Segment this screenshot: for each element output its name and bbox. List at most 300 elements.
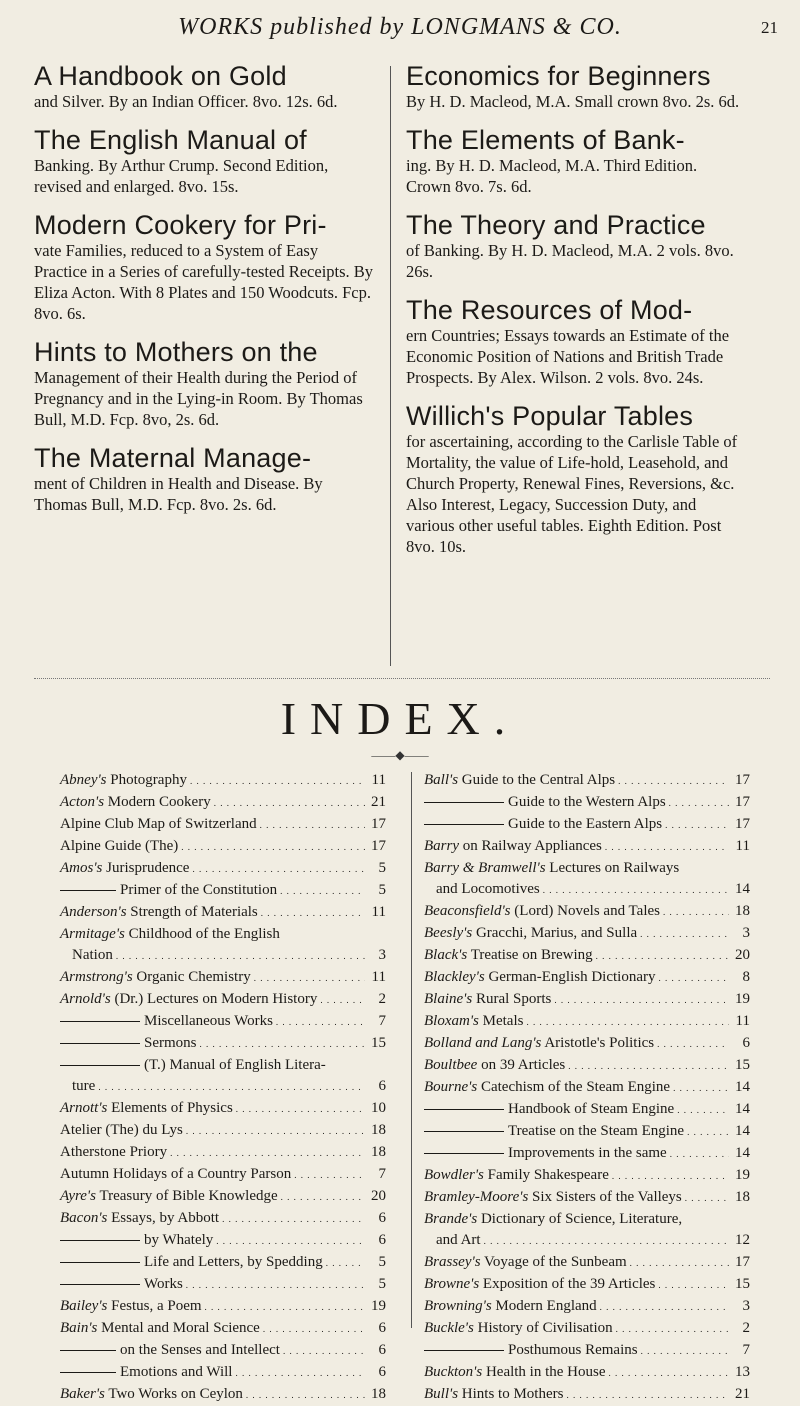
leader-dots bbox=[186, 1274, 365, 1296]
page-ref: 7 bbox=[378, 1166, 386, 1182]
index-entry-line bbox=[424, 1274, 750, 1296]
column-rule bbox=[411, 772, 412, 1328]
index-entry-continuation: and Locomotives bbox=[436, 881, 540, 897]
leader-dots bbox=[670, 1143, 729, 1165]
leader-dots bbox=[658, 967, 729, 989]
leader-dots bbox=[116, 945, 365, 967]
page-ref: 2 bbox=[378, 991, 386, 1007]
ditto-dash bbox=[60, 1240, 140, 1241]
index-entry bbox=[60, 1011, 386, 1033]
index-title-text: Posthumous Remains bbox=[508, 1342, 638, 1358]
page-ref: 6 bbox=[378, 1232, 386, 1248]
page-ref: 18 bbox=[371, 1122, 386, 1138]
leader-dots bbox=[543, 879, 729, 901]
index-entry bbox=[60, 814, 386, 836]
index-entry-line bbox=[60, 1055, 386, 1076]
page-ref: 18 bbox=[371, 1386, 386, 1402]
index-entry-line bbox=[60, 792, 386, 814]
index-entry-line bbox=[60, 924, 386, 945]
advertisement-title: The Resources of Mod- bbox=[406, 295, 693, 325]
ditto-dash bbox=[424, 1350, 504, 1351]
page-ref: 5 bbox=[378, 882, 386, 898]
index-entry bbox=[60, 1296, 386, 1318]
page-ref: 19 bbox=[735, 1167, 750, 1183]
index-author: Browne's bbox=[424, 1276, 480, 1292]
index-entry-line bbox=[60, 902, 386, 924]
index-entry-title bbox=[60, 1274, 183, 1295]
index-entry-title bbox=[424, 1055, 565, 1076]
leader-dots bbox=[281, 1186, 365, 1208]
index-author: Ball's bbox=[424, 772, 459, 788]
index-entry bbox=[60, 792, 386, 814]
index-author: Ayre's bbox=[60, 1188, 96, 1204]
index-entry-title bbox=[424, 1318, 613, 1339]
index-entry-title bbox=[60, 880, 277, 901]
advertisement bbox=[34, 444, 374, 515]
index-author: Bailey's bbox=[60, 1298, 108, 1314]
index-entry-line bbox=[424, 1121, 750, 1143]
page-ref: 17 bbox=[735, 816, 750, 832]
index-title-text: Autumn Holidays of a Country Parson bbox=[60, 1166, 292, 1182]
page-ref: 6 bbox=[378, 1210, 386, 1226]
index-title-text: Atherstone Priory bbox=[60, 1144, 168, 1160]
index-entry-title bbox=[60, 814, 257, 835]
index-entry-title bbox=[424, 858, 679, 879]
index-entry-title bbox=[60, 902, 258, 923]
index-entry-title bbox=[60, 1296, 202, 1317]
index-title-text: Jurisprudence bbox=[106, 860, 190, 876]
leader-dots bbox=[260, 814, 365, 836]
index-entry-title bbox=[424, 1033, 654, 1054]
page-ref: 19 bbox=[735, 991, 750, 1007]
page-ref: 15 bbox=[735, 1276, 750, 1292]
index-entry bbox=[424, 770, 750, 792]
index-title-text: (Lord) Novels and Tales bbox=[514, 903, 660, 919]
index-entry-title bbox=[60, 989, 317, 1010]
advertisement-title: Economics for Beginners bbox=[406, 61, 711, 91]
index-entry bbox=[60, 1186, 386, 1208]
index-entry-title bbox=[60, 836, 178, 857]
index-title-text: Improvements in the same bbox=[508, 1145, 667, 1161]
page-ref: 3 bbox=[742, 1298, 750, 1314]
ads-left-column bbox=[34, 62, 374, 529]
page-ref: 19 bbox=[371, 1298, 386, 1314]
advertisement-text bbox=[406, 211, 746, 282]
index-title-text: Elements of Physics bbox=[111, 1100, 233, 1116]
index-title-text: Exposition of the 39 Articles bbox=[482, 1276, 656, 1292]
index-entry-title bbox=[424, 1099, 674, 1120]
index-entry-line bbox=[424, 879, 750, 901]
index-title-text: Modern England bbox=[495, 1298, 597, 1314]
page-ref: 14 bbox=[735, 1101, 750, 1117]
page-ref: 15 bbox=[735, 1057, 750, 1073]
leader-dots bbox=[554, 989, 729, 1011]
leader-dots bbox=[618, 770, 729, 792]
index-entry bbox=[424, 1318, 750, 1340]
index-entry-title bbox=[60, 858, 189, 879]
index-entry-line bbox=[60, 1230, 386, 1252]
index-author: Blaine's bbox=[424, 991, 473, 1007]
index-entry-line bbox=[60, 1296, 386, 1318]
page-ref: 18 bbox=[735, 903, 750, 919]
index-title-text: Hints to Mothers bbox=[461, 1386, 564, 1402]
index-entry-line bbox=[60, 967, 386, 989]
leader-dots bbox=[658, 1274, 729, 1296]
index-entry bbox=[424, 792, 750, 814]
page-ref: 12 bbox=[735, 1232, 750, 1248]
index-entry-title bbox=[424, 1209, 682, 1230]
index-title-text: Works bbox=[144, 1276, 183, 1292]
index-entry-line bbox=[424, 836, 750, 858]
index-entry-title bbox=[424, 1143, 667, 1164]
index-title-text: Mental and Moral Science bbox=[101, 1320, 260, 1336]
leader-dots bbox=[205, 1296, 365, 1318]
advertisement bbox=[34, 338, 374, 430]
ditto-dash bbox=[60, 1262, 140, 1263]
index-title-text: Emotions and Will bbox=[120, 1364, 233, 1380]
index-right-column bbox=[424, 770, 750, 1406]
index-title-text: Dictionary of Science, Literature, bbox=[480, 1211, 683, 1227]
advertisement-title: A Handbook on Gold bbox=[34, 61, 287, 91]
index-author: Bramley-Moore's bbox=[424, 1189, 529, 1205]
index-author: Buckton's bbox=[424, 1364, 483, 1380]
index-entry-title bbox=[424, 1296, 597, 1317]
index-author: Baker's bbox=[60, 1386, 105, 1402]
leader-dots bbox=[200, 1033, 366, 1055]
leader-dots bbox=[263, 1318, 365, 1340]
index-entry-line bbox=[60, 1252, 386, 1274]
index-entry-title bbox=[424, 1252, 627, 1273]
advertisement-text bbox=[34, 338, 374, 430]
leader-dots bbox=[181, 836, 365, 858]
index-entry bbox=[60, 880, 386, 902]
page-ref: 11 bbox=[371, 904, 386, 920]
page-ref: 7 bbox=[378, 1013, 386, 1029]
index-title-text: (Dr.) Lectures on Modern History bbox=[114, 991, 318, 1007]
index-entry bbox=[60, 967, 386, 989]
leader-dots bbox=[235, 1362, 365, 1384]
leader-dots bbox=[190, 770, 365, 792]
ditto-dash bbox=[424, 1109, 504, 1110]
index-entry bbox=[424, 1209, 750, 1252]
index-entry-line bbox=[424, 1011, 750, 1033]
index-entry-title bbox=[60, 792, 211, 813]
index-title-text: Atelier (The) du Lys bbox=[60, 1122, 183, 1138]
page-ref: 11 bbox=[371, 772, 386, 788]
index-entry-line bbox=[424, 770, 750, 792]
index-title-text: Miscellaneous Works bbox=[144, 1013, 273, 1029]
page-ref: 18 bbox=[735, 1189, 750, 1205]
index-entry bbox=[60, 836, 386, 858]
advertisement bbox=[34, 62, 374, 112]
index-title-text: Handbook of Steam Engine bbox=[508, 1101, 675, 1117]
index-entry bbox=[60, 1098, 386, 1120]
index-entry-line bbox=[424, 1384, 750, 1406]
leader-dots bbox=[216, 1230, 365, 1252]
index-title-text: (T.) Manual of English Litera- bbox=[144, 1057, 326, 1073]
index-entry bbox=[424, 923, 750, 945]
index-entry-title bbox=[60, 770, 187, 791]
index-entry-title bbox=[424, 814, 662, 835]
index-entry-line bbox=[424, 1362, 750, 1384]
page-ref: 17 bbox=[371, 838, 386, 854]
index-entry-title bbox=[424, 923, 637, 944]
index-entry bbox=[424, 945, 750, 967]
advertisement bbox=[406, 126, 746, 197]
index-title-text: Lectures on Railways bbox=[549, 860, 680, 876]
index-entry bbox=[424, 1296, 750, 1318]
ditto-dash bbox=[424, 1153, 504, 1154]
index-entry-title bbox=[60, 1164, 291, 1185]
leader-dots bbox=[566, 1384, 729, 1406]
leader-dots bbox=[677, 1099, 729, 1121]
index-title-text: on Railway Appliances bbox=[462, 838, 602, 854]
index-author: Boultbee bbox=[424, 1057, 478, 1073]
index-entry-line bbox=[424, 1077, 750, 1099]
index-entry bbox=[424, 1274, 750, 1296]
leader-dots bbox=[170, 1142, 365, 1164]
page-ref: 11 bbox=[371, 969, 386, 985]
leader-dots bbox=[657, 1033, 729, 1055]
index-entry-title bbox=[60, 1252, 323, 1273]
index-title-text: Alpine Club Map of Switzerland bbox=[60, 816, 257, 832]
ads-right-column bbox=[406, 62, 746, 571]
index-entry-line bbox=[424, 901, 750, 923]
section-divider bbox=[34, 678, 770, 679]
index-title-text: Essays, by Abbott bbox=[111, 1210, 220, 1226]
leader-dots bbox=[640, 923, 729, 945]
index-entry bbox=[60, 1164, 386, 1186]
page-ref: 6 bbox=[378, 1342, 386, 1358]
index-title-text: Treatise on Brewing bbox=[470, 947, 593, 963]
index-entry bbox=[424, 1165, 750, 1187]
index-entry bbox=[60, 989, 386, 1011]
index-entry bbox=[424, 814, 750, 836]
index-author: Abney's bbox=[60, 772, 107, 788]
index-entry-line bbox=[60, 989, 386, 1011]
page-ref: 20 bbox=[371, 1188, 386, 1204]
index-entry-title bbox=[60, 1011, 273, 1032]
index-entry-line bbox=[424, 967, 750, 989]
advertisement-text bbox=[34, 211, 374, 324]
index-author: Bloxam's bbox=[424, 1013, 479, 1029]
advertisement-title: The Maternal Manage- bbox=[34, 443, 312, 473]
index-entry-line bbox=[60, 814, 386, 836]
index-heading: INDEX. bbox=[280, 693, 520, 744]
index-entry-line bbox=[60, 1274, 386, 1296]
leader-dots bbox=[283, 1340, 365, 1362]
index-author: Armitage's bbox=[60, 926, 125, 942]
index-entry bbox=[60, 1384, 386, 1406]
page-number: 21 bbox=[761, 18, 778, 37]
leader-dots bbox=[280, 880, 365, 902]
index-entry-line bbox=[60, 1033, 386, 1055]
page-header bbox=[0, 12, 800, 48]
index-title-text: Guide to the Central Alps bbox=[461, 772, 616, 788]
index-entry-title bbox=[60, 924, 280, 945]
leader-dots bbox=[665, 814, 729, 836]
index-title-text: Six Sisters of the Valleys bbox=[532, 1189, 682, 1205]
index-author: Armstrong's bbox=[60, 969, 133, 985]
index-entry-title bbox=[424, 1187, 682, 1208]
index-entry-line bbox=[60, 1142, 386, 1164]
index-entry-line bbox=[60, 1098, 386, 1120]
index-entry-line bbox=[424, 1318, 750, 1340]
index-entry-title bbox=[60, 1230, 213, 1251]
leader-dots bbox=[484, 1230, 729, 1252]
ditto-dash bbox=[424, 1131, 504, 1132]
index-entry-line bbox=[424, 1340, 750, 1362]
index-title-text: Treatise on the Steam Engine bbox=[508, 1123, 685, 1139]
index-entry-title bbox=[424, 1121, 684, 1142]
leader-dots bbox=[186, 1120, 365, 1142]
page-ref: 14 bbox=[735, 1123, 750, 1139]
ornament-divider: ——◆—— bbox=[371, 748, 429, 762]
page-ref: 14 bbox=[735, 1145, 750, 1161]
index-entry-line bbox=[60, 1186, 386, 1208]
index-entry-title bbox=[60, 1384, 243, 1405]
index-entry bbox=[424, 858, 750, 901]
page-ref: 11 bbox=[735, 1013, 750, 1029]
page-ref: 15 bbox=[371, 1035, 386, 1051]
index-entry-line bbox=[60, 1362, 386, 1384]
page-ref: 17 bbox=[735, 1254, 750, 1270]
index-author: Beaconsfield's bbox=[424, 903, 511, 919]
index-entry-title bbox=[60, 967, 251, 988]
index-entry-continuation: and Art bbox=[436, 1232, 481, 1248]
index-title-text: Alpine Guide (The) bbox=[60, 838, 179, 854]
index-entry bbox=[60, 770, 386, 792]
index-title-text: Metals bbox=[482, 1013, 524, 1029]
index-entry-line bbox=[60, 945, 386, 967]
index-entry-title bbox=[60, 1318, 260, 1339]
ditto-dash bbox=[60, 1065, 140, 1066]
index-author: Blackley's bbox=[424, 969, 485, 985]
index-entry-title bbox=[60, 1340, 280, 1361]
index-author: Bowdler's bbox=[424, 1167, 484, 1183]
advertisement-text bbox=[406, 296, 746, 388]
leader-dots bbox=[276, 1011, 365, 1033]
index-entry-title bbox=[424, 1165, 609, 1186]
index-title-text: Family Shakespeare bbox=[487, 1167, 609, 1183]
leader-dots bbox=[214, 792, 365, 814]
index-title-text: Rural Sports bbox=[475, 991, 552, 1007]
index-entry-continuation: Nation bbox=[72, 947, 113, 963]
leader-dots bbox=[320, 989, 365, 1011]
index-author: Bacon's bbox=[60, 1210, 108, 1226]
page-ref: 21 bbox=[371, 794, 386, 810]
ditto-dash bbox=[424, 824, 504, 825]
index-entry-line bbox=[60, 1011, 386, 1033]
index-entry bbox=[424, 989, 750, 1011]
index-author: Acton's bbox=[60, 794, 105, 810]
index-title-text: Gracchi, Marius, and Sulla bbox=[475, 925, 638, 941]
index-author: Black's bbox=[424, 947, 468, 963]
index-entry bbox=[60, 1362, 386, 1384]
index-entry bbox=[60, 1252, 386, 1274]
ditto-dash bbox=[424, 802, 504, 803]
index-title-text: Childhood of the English bbox=[128, 926, 280, 942]
index-entry bbox=[424, 1011, 750, 1033]
advertisement-text bbox=[406, 126, 746, 197]
index-entry-line bbox=[60, 1340, 386, 1362]
page-ref: 5 bbox=[378, 1254, 386, 1270]
page-ref: 2 bbox=[742, 1320, 750, 1336]
advertisements bbox=[34, 62, 770, 662]
index-entry bbox=[424, 1099, 750, 1121]
advertisement bbox=[406, 296, 746, 388]
leader-dots bbox=[294, 1164, 365, 1186]
index-entry-line bbox=[424, 814, 750, 836]
index-title-text: Guide to the Western Alps bbox=[508, 794, 666, 810]
index-author: Beesly's bbox=[424, 925, 473, 941]
index-entry bbox=[60, 902, 386, 924]
index-entry-title bbox=[60, 1033, 197, 1054]
index-entry-line bbox=[424, 1099, 750, 1121]
page-ref: 14 bbox=[735, 1079, 750, 1095]
index-title-text: Life and Letters, by Spedding bbox=[144, 1254, 323, 1270]
advertisement-text bbox=[406, 62, 746, 112]
index-author: Amos's bbox=[60, 860, 103, 876]
index-author: Browning's bbox=[424, 1298, 492, 1314]
index-entry-line bbox=[424, 1296, 750, 1318]
index-entry bbox=[60, 1055, 386, 1098]
index-entry bbox=[424, 1187, 750, 1209]
advertisement-body: ern Countries; Essays towards an Estimate of the Economic Position of Nations and British Trade Prospects. By Alex. Wilson. 2 vols. 8vo. 24s. bbox=[406, 326, 730, 387]
index-title-text: Sermons bbox=[144, 1035, 197, 1051]
index-entry bbox=[60, 1208, 386, 1230]
ditto-dash bbox=[60, 890, 116, 891]
index-entry-title bbox=[60, 1120, 183, 1141]
leader-dots bbox=[326, 1252, 365, 1274]
index-title-text: Health in the House bbox=[485, 1364, 606, 1380]
index-author: Bull's bbox=[424, 1386, 459, 1402]
index-entry-line bbox=[424, 1165, 750, 1187]
page-ref: 17 bbox=[371, 816, 386, 832]
index-entry bbox=[60, 1142, 386, 1164]
index-title-text: Guide to the Eastern Alps bbox=[508, 816, 663, 832]
index-entry bbox=[424, 836, 750, 858]
leader-dots bbox=[630, 1252, 729, 1274]
index-author: Arnold's bbox=[60, 991, 111, 1007]
page-ref: 17 bbox=[735, 772, 750, 788]
page-ref: 6 bbox=[378, 1320, 386, 1336]
index-entry bbox=[424, 1340, 750, 1362]
index-entry-line bbox=[60, 1076, 386, 1098]
index-title-text: Two Works on Ceylon bbox=[108, 1386, 243, 1402]
page-ref: 14 bbox=[735, 881, 750, 897]
advertisement bbox=[34, 211, 374, 324]
page-ref: 10 bbox=[371, 1100, 386, 1116]
leader-dots bbox=[98, 1076, 365, 1098]
index-entry bbox=[60, 858, 386, 880]
page-ref: 13 bbox=[735, 1364, 750, 1380]
index-entry-title bbox=[424, 967, 655, 988]
page-ref: 20 bbox=[735, 947, 750, 963]
index-entry bbox=[424, 901, 750, 923]
leader-dots bbox=[254, 967, 365, 989]
advertisement-body: By H. D. Macleod, M.A. Small crown 8vo. 2s. 6d. bbox=[406, 92, 740, 111]
index-entry bbox=[60, 1340, 386, 1362]
index-title-text: Organic Chemistry bbox=[136, 969, 251, 985]
advertisement-title: The Theory and Practice bbox=[406, 210, 706, 240]
leader-dots bbox=[605, 836, 729, 858]
leader-dots bbox=[236, 1098, 365, 1120]
index-entry-title bbox=[60, 1142, 167, 1163]
leader-dots bbox=[616, 1318, 729, 1340]
index-entry-line bbox=[424, 1033, 750, 1055]
index-entry-line bbox=[60, 1318, 386, 1340]
